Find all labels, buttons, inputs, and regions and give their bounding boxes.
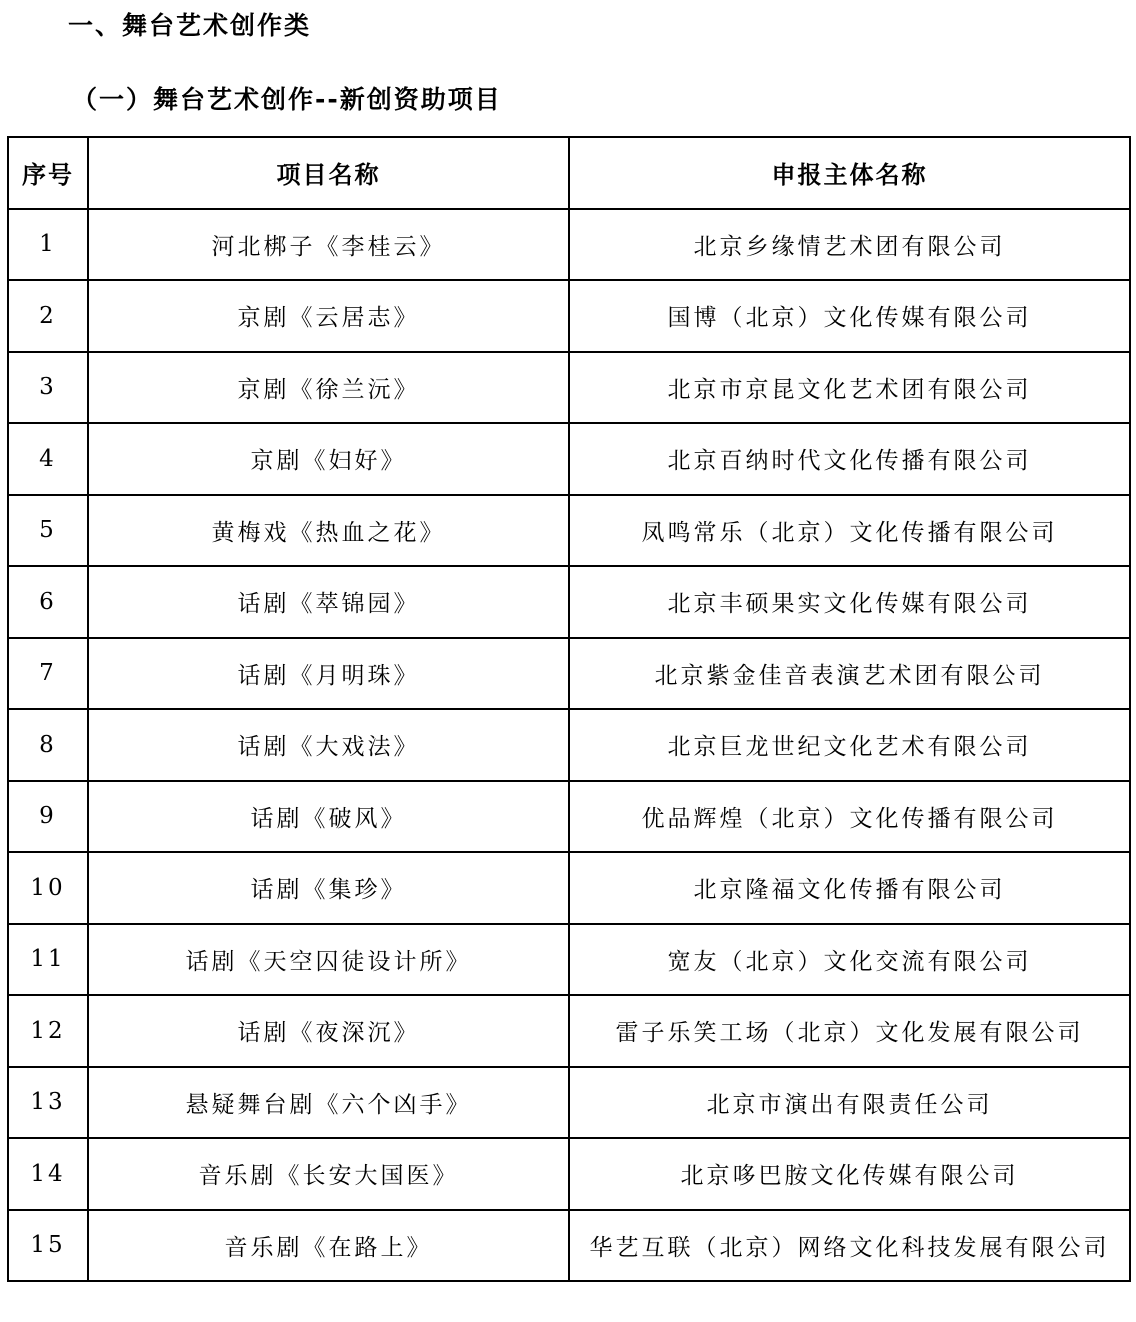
row-project-name: 黄梅戏《热血之花》 [88,495,569,567]
row-project-name: 话剧《夜深沉》 [88,995,569,1067]
row-applicant-name: 国博（北京）文化传媒有限公司 [569,280,1130,352]
row-project-name: 京剧《徐兰沅》 [88,352,569,424]
row-applicant-name: 北京市演出有限责任公司 [569,1067,1130,1139]
table-row [8,566,1130,638]
row-project-name: 悬疑舞台剧《六个凶手》 [88,1067,569,1139]
row-applicant-name: 北京丰硕果实文化传媒有限公司 [569,566,1130,638]
table-row [8,352,1130,424]
row-project-name: 京剧《妇好》 [88,423,569,495]
row-number: 10 [8,852,88,924]
row-number: 3 [8,352,88,424]
table-row [8,638,1130,710]
row-applicant-name: 华艺互联（北京）网络文化科技发展有限公司 [569,1210,1130,1282]
table-row [8,209,1130,281]
row-number: 2 [8,280,88,352]
section-title: 一、舞台艺术创作类 [68,11,312,40]
project-table [7,136,1131,1282]
row-number: 1 [8,209,88,281]
row-project-name: 话剧《破风》 [88,781,569,853]
row-number: 11 [8,924,88,996]
row-project-name: 音乐剧《在路上》 [88,1210,569,1282]
row-number: 12 [8,995,88,1067]
table-row [8,1138,1130,1210]
row-project-name: 话剧《月明珠》 [88,638,569,710]
row-number: 8 [8,709,88,781]
row-applicant-name: 北京百纳时代文化传播有限公司 [569,423,1130,495]
row-project-name: 话剧《天空囚徒设计所》 [88,924,569,996]
row-applicant-name: 宽友（北京）文化交流有限公司 [569,924,1130,996]
table-row [8,423,1130,495]
row-applicant-name: 雷子乐笑工场（北京）文化发展有限公司 [569,995,1130,1067]
table-row [8,495,1130,567]
table-body [8,209,1130,1282]
row-number: 5 [8,495,88,567]
row-number: 7 [8,638,88,710]
row-number: 6 [8,566,88,638]
row-applicant-name: 优品辉煌（北京）文化传播有限公司 [569,781,1130,853]
row-applicant-name: 北京隆福文化传播有限公司 [569,852,1130,924]
table-header-row [8,137,1130,209]
row-number: 9 [8,781,88,853]
header-number: 序号 [8,137,88,209]
table-row [8,709,1130,781]
row-project-name: 话剧《大戏法》 [88,709,569,781]
row-project-name: 京剧《云居志》 [88,280,569,352]
table-row [8,995,1130,1067]
table-row [8,852,1130,924]
row-project-name: 话剧《萃锦园》 [88,566,569,638]
table-row [8,924,1130,996]
header-applicant-name: 申报主体名称 [569,137,1130,209]
row-number: 15 [8,1210,88,1282]
row-applicant-name: 北京巨龙世纪文化艺术有限公司 [569,709,1130,781]
header-project-name: 项目名称 [88,137,569,209]
row-number: 13 [8,1067,88,1139]
row-applicant-name: 凤鸣常乐（北京）文化传播有限公司 [569,495,1130,567]
row-applicant-name: 北京哆巴胺文化传媒有限公司 [569,1138,1130,1210]
table-row [8,781,1130,853]
row-project-name: 话剧《集珍》 [88,852,569,924]
row-applicant-name: 北京紫金佳音表演艺术团有限公司 [569,638,1130,710]
subsection-title: （一）舞台艺术创作--新创资助项目 [72,85,502,114]
table-row [8,1067,1130,1139]
row-project-name: 音乐剧《长安大国医》 [88,1138,569,1210]
row-project-name: 河北梆子《李桂云》 [88,209,569,281]
row-number: 14 [8,1138,88,1210]
table-row [8,280,1130,352]
table-row [8,1210,1130,1282]
row-applicant-name: 北京乡缘情艺术团有限公司 [569,209,1130,281]
row-applicant-name: 北京市京昆文化艺术团有限公司 [569,352,1130,424]
row-number: 4 [8,423,88,495]
